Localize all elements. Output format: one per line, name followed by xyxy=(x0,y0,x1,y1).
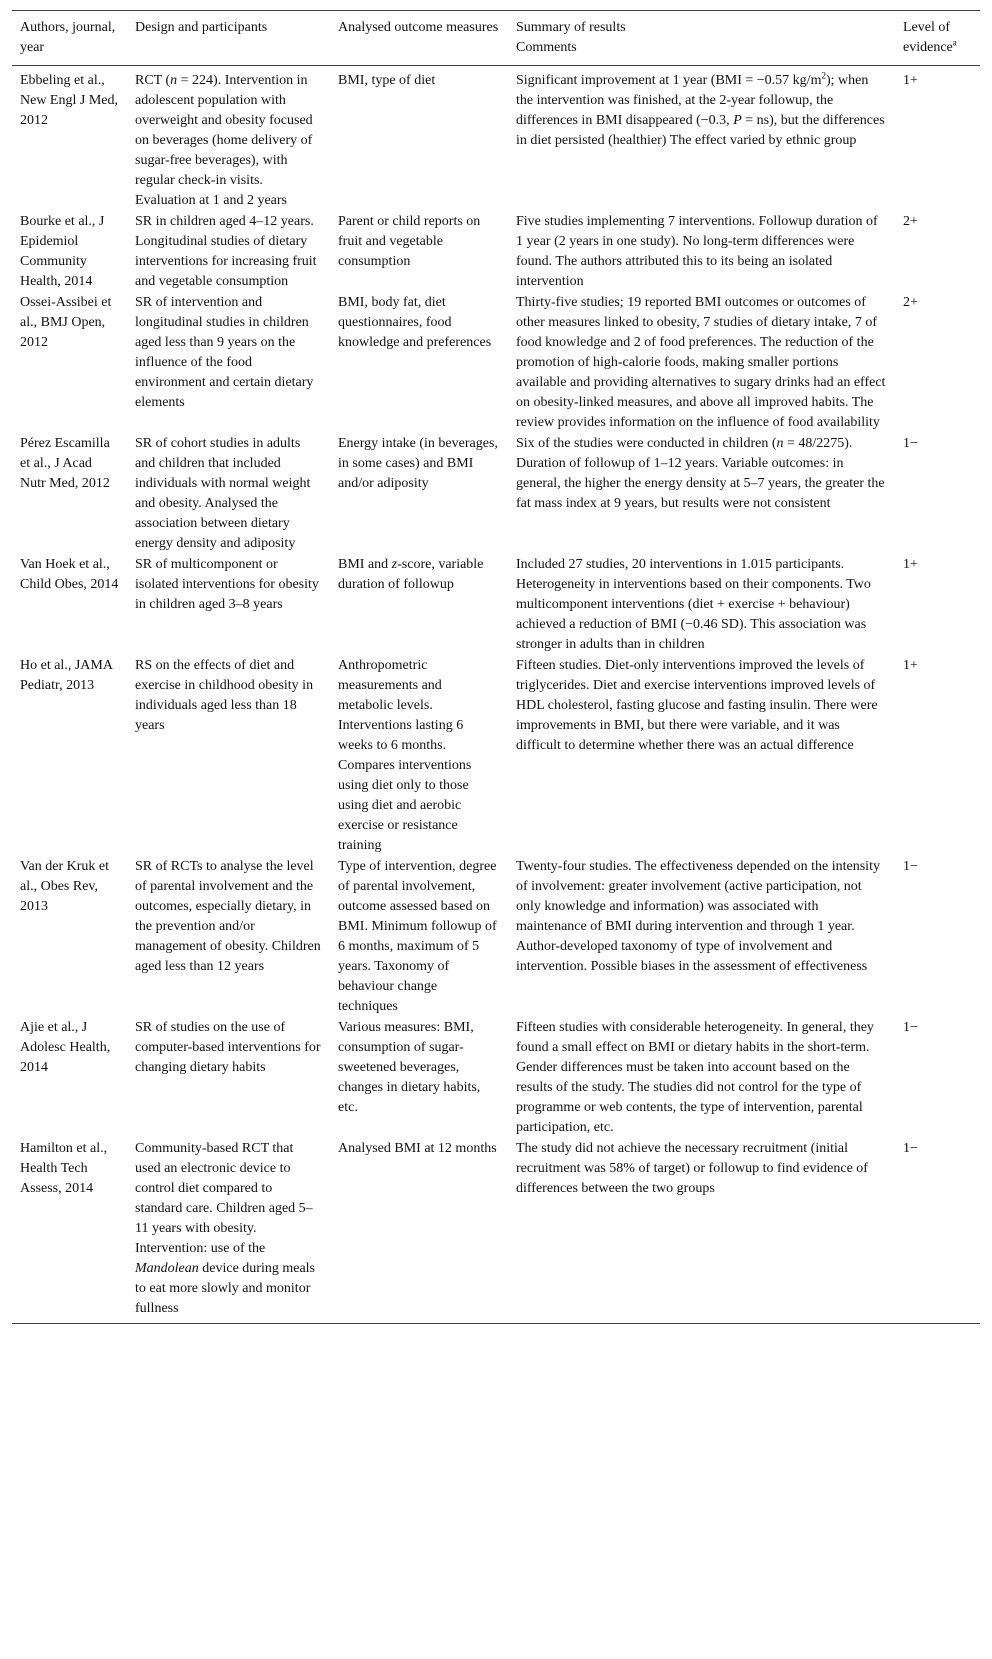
cell-design-pre: Community-based RCT that used an electronic device to control diet compared to standard care. Children aged 5–11 years with obesity. Intervention: use of the xyxy=(135,1141,313,1256)
header-summary-line2: Comments xyxy=(516,40,577,55)
cell-design: RS on the effects of diet and exercise in childhood obesity in individuals aged less than 18 years xyxy=(135,658,314,733)
cell-authors: Bourke et al., J Epidemiol Community Health, 2014 xyxy=(20,214,105,289)
cell-authors: Pérez Escamilla et al., J Acad Nutr Med, 2012 xyxy=(20,436,110,491)
cell-level: 1− xyxy=(895,1138,980,1324)
table-row xyxy=(12,856,980,1017)
cell-outcomes: Anthropometric measurements and metabolic levels. Interventions lasting 6 weeks to 6 months. Compares interventions using diet only to those using diet and aerobic exercise or resistance training xyxy=(338,658,472,853)
table-row xyxy=(12,211,980,292)
cell-summary: Thirty-five studies; 19 reported BMI outcomes or outcomes of other measures linked to obesity, 7 studies of dietary intake, 7 of food knowledge and 2 of food preferences. The reduction of the promotion of high-calorie foods, making smaller portions available and providing alternatives to sugary drinks had an effect on obesity-linked measures, and above all improved habits. The review provides information on the influence of food availability xyxy=(516,295,886,430)
table-header-row xyxy=(12,11,980,66)
cell-summary-post: = ns), but the differences in diet persisted (healthier) The effect varied by ethnic group xyxy=(516,113,885,148)
cell-design: SR in children aged 4–12 years. Longitudinal studies of dietary interventions for increasing fruit and vegetable consumption xyxy=(135,214,317,289)
table-row xyxy=(12,66,980,212)
cell-summary-var: P xyxy=(733,113,742,128)
cell-level: 1− xyxy=(903,436,918,451)
cell-summary: Fifteen studies with considerable heterogeneity. In general, they found a small effect on BMI or dietary habits in the short-term. Gender differences must be taken into account based on the results of the study. The studies did not control for the type of programme or web contents, the type of intervention, parental participation, etc. xyxy=(516,1020,874,1135)
table-row xyxy=(12,433,980,554)
cell-outcomes: BMI, body fat, diet questionnaires, food knowledge and preferences xyxy=(338,295,492,350)
cell-outcomes: Various measures: BMI, consumption of sugar-sweetened beverages, changes in dietary habits, etc. xyxy=(338,1020,481,1115)
cell-summary: Twenty-four studies. The effectiveness depended on the intensity of involvement: greater involvement (active participation, not only knowledge and information) was associated with maintenance of BMI during intervention and through 1 year. Author-developed taxonomy of type of involvement and intervention. Possible biases in the assessment of effectiveness xyxy=(516,859,880,974)
cell-design: SR of studies on the use of computer-based interventions for changing dietary habits xyxy=(135,1020,321,1075)
table-row xyxy=(12,554,980,655)
cell-level: 1+ xyxy=(903,73,918,88)
cell-outcomes: Parent or child reports on fruit and vegetable consumption xyxy=(338,214,481,269)
cell-level: 1+ xyxy=(903,658,918,673)
header-design: Design and participants xyxy=(127,11,330,66)
cell-design: SR of RCTs to analyse the level of parental involvement and the outcomes, especially dietary, in the prevention and/or management of obesity. Children aged less than 12 years xyxy=(135,859,321,974)
cell-outcomes-var: z xyxy=(391,557,398,572)
table-row xyxy=(12,655,980,856)
cell-authors: Ho et al., JAMA Pediatr, 2013 xyxy=(20,658,113,693)
cell-outcomes xyxy=(330,554,508,655)
cell-design: SR of multicomponent or isolated interventions for obesity in children aged 3–8 years xyxy=(135,557,319,612)
evidence-table xyxy=(12,10,980,1324)
cell-design-post: = 224). Intervention in adolescent population with overweight and obesity focused on beverages (home delivery of sugar-free beverages), with regular check-in visits. Evaluation at 1 and 2 years xyxy=(135,73,313,208)
cell-summary-pre: Significant improvement at 1 year (BMI = −0.57 kg/m xyxy=(516,73,822,88)
cell-authors: Ossei-Assibei et al., BMJ Open, 2012 xyxy=(20,295,112,350)
cell-summary xyxy=(508,66,895,212)
cell-summary-var: n xyxy=(776,436,784,451)
cell-outcomes: Energy intake (in beverages, in some cases) and BMI and/or adiposity xyxy=(338,436,498,491)
cell-level: 1− xyxy=(903,1020,918,1035)
cell-outcomes: Analysed BMI at 12 months xyxy=(330,1138,508,1324)
cell-authors: Ebbeling et al., New Engl J Med, 2012 xyxy=(20,73,118,128)
cell-summary xyxy=(508,433,895,554)
cell-authors: Van Hoek et al., Child Obes, 2014 xyxy=(20,557,119,592)
table-row xyxy=(12,292,980,433)
cell-design-post: device during meals to eat more slowly and monitor fullness xyxy=(135,1261,316,1316)
cell-outcomes-pre: BMI and xyxy=(338,557,392,572)
cell-authors: Hamilton et al., Health Tech Assess, 2014 xyxy=(12,1138,127,1324)
table-row xyxy=(12,1138,980,1324)
cell-design-var: n xyxy=(170,73,178,88)
cell-outcomes: Type of intervention, degree of parental involvement, outcome assessed based on BMI. Minimum followup of 6 months, maximum of 5 years. Taxonomy of behaviour change techniques xyxy=(338,859,497,1014)
cell-summary-mid: ); when the intervention was finished, at the 2-year followup, the differences in BMI disappeared (−0.3, xyxy=(516,73,869,128)
cell-outcomes: BMI, type of diet xyxy=(338,73,436,88)
cell-design: SR of intervention and longitudinal studies in children aged less than 9 years on the influence of the food environment and certain dietary elements xyxy=(135,295,314,410)
cell-design-var: Mandolean xyxy=(135,1261,199,1276)
header-summary-line1: Summary of results xyxy=(516,20,626,35)
cell-summary: The study did not achieve the necessary recruitment (initial recruitment was 58% of target) or followup to find evidence of differences between the two groups xyxy=(508,1138,895,1324)
cell-summary: Fifteen studies. Diet-only interventions improved the levels of triglycerides. Diet and exercise interventions improved levels of HDL cholesterol, fasting glucose and fasting insulin. There were improvements in BMI, but there were variable, and it was difficult to determine whether there was an actual difference xyxy=(516,658,878,753)
cell-summary-sup: 2 xyxy=(821,70,826,81)
cell-level: 2+ xyxy=(903,295,918,310)
header-summary xyxy=(508,11,895,66)
cell-authors: Ajie et al., J Adolesc Health, 2014 xyxy=(20,1020,111,1075)
header-level xyxy=(895,11,980,66)
cell-design xyxy=(127,1138,330,1324)
cell-level: 1+ xyxy=(903,557,918,572)
table-row xyxy=(12,1017,980,1138)
header-level-text: Level of evidence xyxy=(903,20,953,55)
evidence-table-container xyxy=(12,10,980,1324)
cell-design xyxy=(127,66,330,212)
header-authors: Authors, journal, year xyxy=(12,11,127,66)
cell-design: SR of cohort studies in adults and children that included individuals with normal weight and obesity. Analysed the association between dietary energy density and adiposity xyxy=(135,436,311,551)
cell-level: 2+ xyxy=(903,214,918,229)
cell-level: 1− xyxy=(903,859,918,874)
header-outcomes: Analysed outcome measures xyxy=(330,11,508,66)
cell-summary: Included 27 studies, 20 interventions in 1.015 participants. Heterogeneity in interventions based on their components. Two multicomponent interventions (diet + exercise + behaviour) achieved a reduction of BMI (−0.46 SD). This association was stronger in adults than in children xyxy=(516,557,871,652)
cell-summary-pre: Six of the studies were conducted in children ( xyxy=(516,436,777,451)
cell-design-pre: RCT ( xyxy=(135,73,171,88)
cell-summary-post: = 48/2275). Duration of followup of 1–12 years. Variable outcomes: in general, the higher the energy density at 5–7 years, the greater the fat mass index at 9 years, but results were not consistent xyxy=(516,436,885,511)
cell-outcomes-post: -score, variable duration of followup xyxy=(338,557,484,592)
cell-authors: Van der Kruk et al., Obes Rev, 2013 xyxy=(20,859,110,914)
header-level-footnote: a xyxy=(952,37,957,48)
cell-summary: Five studies implementing 7 interventions. Followup duration of 1 year (2 years in one study). No long-term differences were found. The authors attributed this to its being an isolated intervention xyxy=(516,214,878,289)
